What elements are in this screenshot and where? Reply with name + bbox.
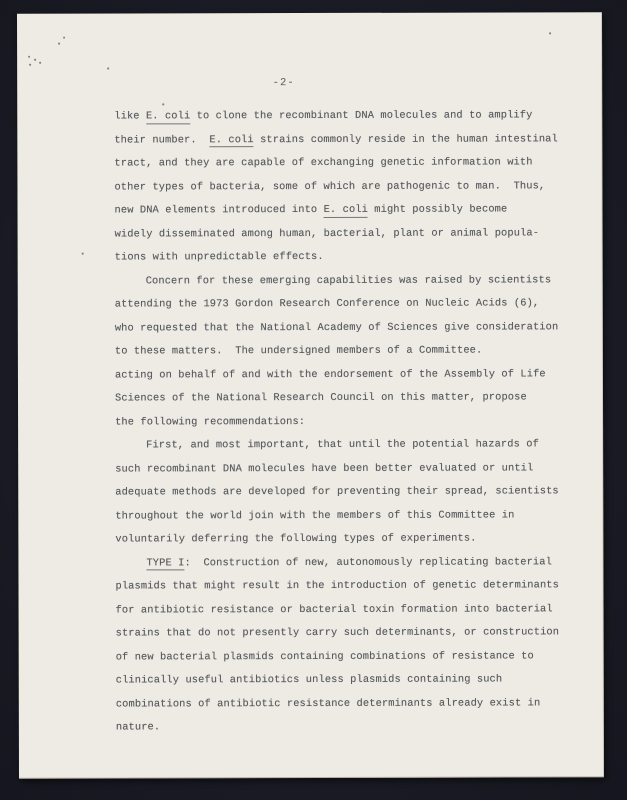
text-line: TYPE I: Construction of new, autonomously replicating bacterial	[146, 555, 552, 569]
text-line: Concern for these emerging capabilities was raised by scientists	[145, 273, 552, 287]
paper-speck	[28, 56, 30, 58]
text-line: attending the 1973 Gordon Research Conference on Nucleic Acids (6),	[114, 297, 540, 311]
text-line: tions with unpredictable effects.	[114, 250, 324, 264]
underlined-text: TYPE I	[146, 556, 185, 569]
text-line: throughout the world join with the members of this Committee in	[115, 508, 515, 523]
text-line: to these matters. The undersigned members of a Committee.	[114, 344, 483, 358]
text-line: First, and most important, that until the potential hazards of	[146, 438, 539, 452]
text-line: of new bacterial plasmids containing combinations of resistance to	[115, 649, 534, 664]
text-line: other types of bacteria, some of which are pathogenic to man. Thus,	[114, 179, 546, 194]
text-line: clinically useful antibiotics unless plasmids containing such	[115, 673, 503, 687]
text-line: strains that do not presently carry such determinants, or construction	[115, 626, 560, 640]
text-line: plasmids that might result in the introduction of genetic determinants	[115, 579, 559, 593]
text-line: like E. coli to clone the recombinant DNA molecules and to amplify	[114, 109, 533, 123]
page-body	[114, 104, 576, 740]
text-line: voluntarily deferring the following types of experiments.	[115, 532, 477, 546]
paper-speck	[29, 64, 31, 66]
text-line: acting on behalf of and with the endorsement of the Assembly of Life	[114, 367, 546, 382]
text-line: their number. E. coli strains commonly reside in the human intestinal	[114, 132, 558, 147]
document-page	[17, 12, 604, 779]
text-line: new DNA elements introduced into E. coli might possibly become	[114, 203, 508, 217]
underlined-text: E. coli	[323, 203, 368, 216]
underlined-text: E. coli	[209, 133, 254, 146]
text-line: adequate methods are developed for preventing their spread, scientists	[115, 485, 559, 499]
paper-speck	[549, 32, 551, 34]
text-line: Sciences of the National Research Council on this matter, propose	[114, 391, 527, 405]
text-line: for antibiotic resistance or bacterial toxin formation into bacterial	[115, 602, 553, 617]
paper-speck	[82, 253, 84, 255]
text-line: combinations of antibiotic resistance determinants already exist in	[115, 696, 541, 711]
paper-speck	[107, 68, 109, 70]
text-line: such recombinant DNA molecules have been better evaluated or until	[115, 461, 534, 476]
paper-speck	[63, 37, 65, 39]
paper-speck	[39, 62, 41, 64]
text-line: tract, and they are capable of exchanging genetic information with	[114, 156, 533, 170]
text-line: nature.	[115, 721, 161, 734]
text-line: who requested that the National Academy of Sciences give consideration	[114, 320, 559, 335]
text-line: the following recommendations:	[115, 415, 306, 429]
paper-speck	[34, 59, 36, 61]
paper-speck	[58, 43, 60, 45]
underlined-text: E. coli	[145, 110, 191, 123]
paper-speck	[162, 103, 164, 105]
text-line: widely disseminated among human, bacterial, plant or animal popula-	[114, 226, 540, 241]
page-number: -2-	[272, 77, 295, 90]
